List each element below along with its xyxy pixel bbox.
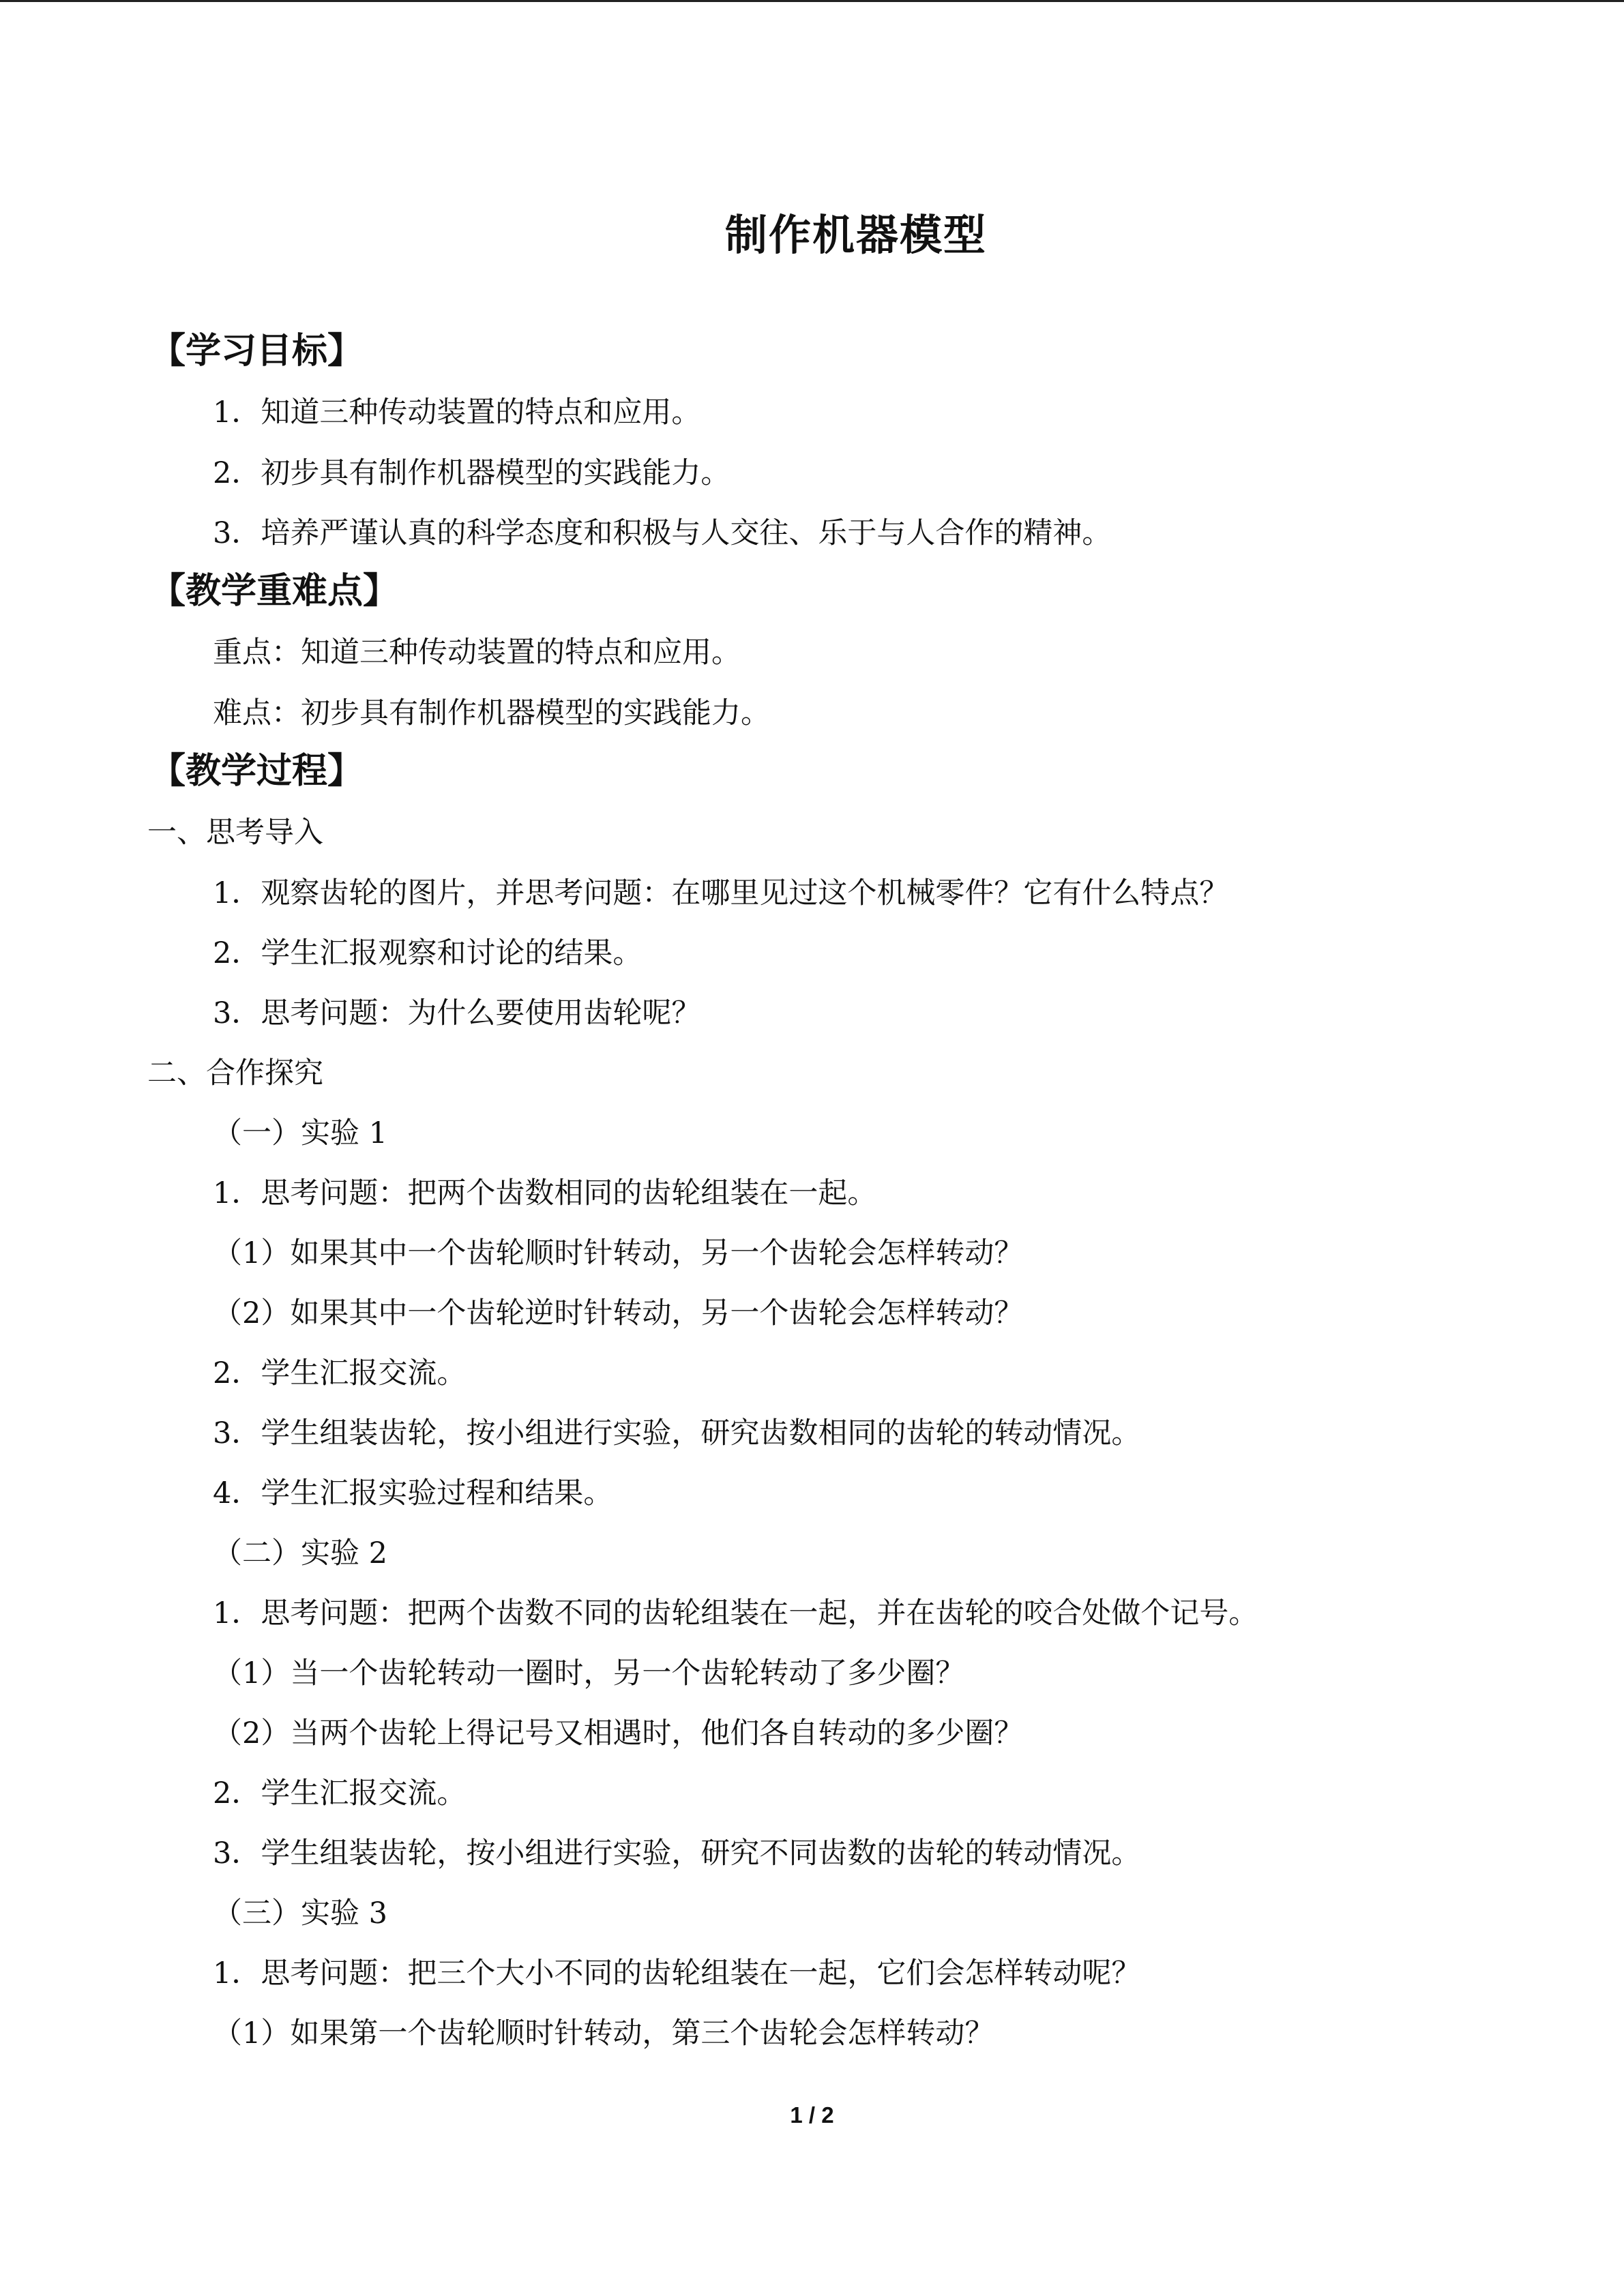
experiment1-item: （2）如果其中一个齿轮逆时针转动，另一个齿轮会怎样转动？ [213,1296,1024,1330]
part2-heading: 二、合作探究 [147,1056,323,1090]
part1-item: 3．思考问题：为什么要使用齿轮呢？ [213,996,701,1030]
objective-item: 1．知道三种传动装置的特点和应用。 [213,396,701,430]
experiment2-item: （2）当两个齿轮上得记号又相遇时，他们各自转动的多少圈？ [213,1716,1024,1750]
experiment1-item: 2．学生汇报交流。 [213,1356,467,1390]
experiment1-heading: （一）实验 1 [213,1116,388,1150]
experiment3-heading: （三）实验 3 [213,1896,388,1930]
objectives-heading: 【学习目标】 [150,331,364,372]
experiment1-item: （1）如果其中一个齿轮顺时针转动，另一个齿轮会怎样转动？ [213,1236,1024,1270]
experiment2-item: 1．思考问题：把两个齿数不同的齿轮组装在一起，并在齿轮的咬合处做个记号。 [213,1596,1258,1630]
experiment2-heading: （二）实验 2 [213,1536,388,1570]
experiment1-item: 4．学生汇报实验过程和结果。 [213,1476,613,1510]
objective-item: 3．培养严谨认真的科学态度和积极与人交往、乐于与人合作的精神。 [213,516,1112,550]
part1-heading: 一、思考导入 [147,816,323,850]
experiment3-item: 1．思考问题：把三个大小不同的齿轮组装在一起，它们会怎样转动呢？ [213,1956,1141,1991]
key-points-heading: 【教学重难点】 [150,571,399,612]
part1-item: 2．学生汇报观察和讨论的结果。 [213,936,643,970]
experiment3-item: （1）如果第一个齿轮顺时针转动，第三个齿轮会怎样转动？ [213,2016,994,2051]
page-number: 1 / 2 [790,2102,834,2128]
process-heading: 【教学过程】 [150,751,364,792]
top-border-line [0,0,1624,2]
experiment2-item: （1）当一个齿轮转动一圈时，另一个齿轮转动了多少圈？ [213,1656,965,1690]
part1-item: 1．观察齿轮的图片，并思考问题：在哪里见过这个机械零件？它有什么特点？ [213,876,1229,910]
objective-item: 2．初步具有制作机器模型的实践能力。 [213,456,730,490]
key-point-item: 重点：知道三种传动装置的特点和应用。 [213,636,741,670]
document-title: 制作机器模型 [724,210,987,260]
experiment1-item: 3．学生组装齿轮，按小组进行实验，研究齿数相同的齿轮的转动情况。 [213,1416,1141,1450]
experiment2-item: 3．学生组装齿轮，按小组进行实验，研究不同齿数的齿轮的转动情况。 [213,1836,1141,1870]
experiment1-item: 1．思考问题：把两个齿数相同的齿轮组装在一起。 [213,1176,877,1210]
difficulty-point-item: 难点：初步具有制作机器模型的实践能力。 [213,696,770,730]
experiment2-item: 2．学生汇报交流。 [213,1776,467,1810]
